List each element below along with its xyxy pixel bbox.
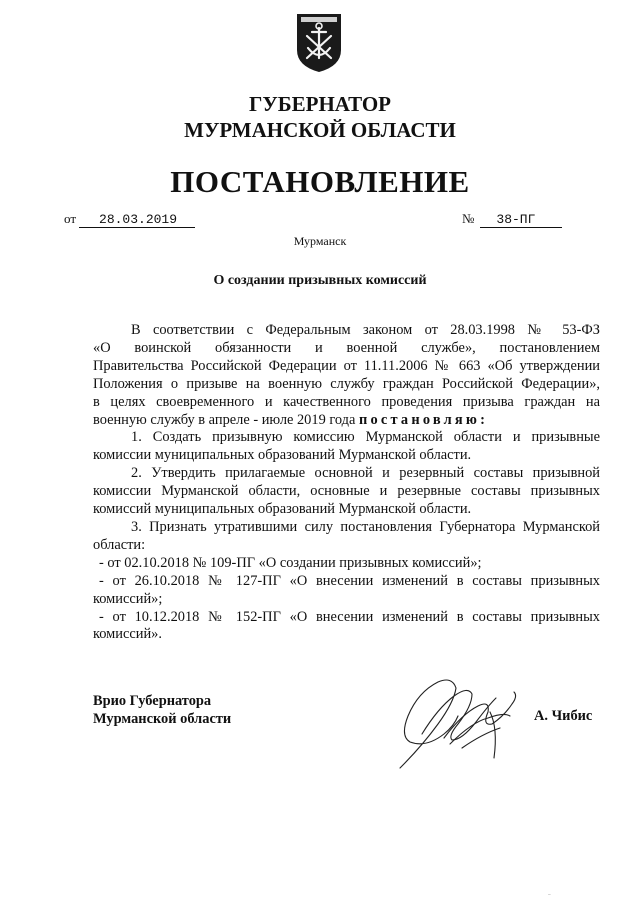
- repeal-item-1: - от 02.10.2018 № 109-ПГ «О создании призывных комиссий»;: [99, 554, 482, 571]
- intro-line: Положения о призыве на военную службу граждан Российской Федерации»,: [93, 375, 600, 392]
- date-prefix: от: [64, 211, 77, 226]
- signatory-position-line1: Врио Губернатора: [93, 693, 212, 709]
- document-city: Мурманск: [293, 234, 347, 248]
- intro-last-line: [93, 412, 600, 430]
- intro-line: Правительства Российской Федерации от 11.11.2006 № 663 «Об утверждении: [93, 357, 600, 374]
- intro-line: В соответствии с Федеральным законом от 28.03.1998 № 53-ФЗ: [131, 322, 600, 338]
- document-date-field: [64, 211, 195, 228]
- footer-mark: ~: [548, 893, 551, 898]
- intro-line: в целях своевременного и качественного проведения призыва граждан на: [93, 393, 600, 410]
- repeal-item-2: - от 26.10.2018 № 127-ПГ «О внесении изменений в составы призывных комиссий»;: [93, 572, 600, 607]
- handwritten-signature-icon: [392, 668, 527, 774]
- document-number: 38-ПГ: [480, 212, 562, 228]
- document-date: 28.03.2019: [79, 212, 195, 228]
- coat-of-arms-icon: [294, 12, 344, 74]
- authority-title-line2: МУРМАНСКОЙ ОБЛАСТИ: [184, 118, 456, 142]
- signatory-position: [93, 692, 231, 728]
- item-2: 2. Утвердить прилагаемые основной и резервный составы призывной комиссии Мурманской области, основные и резервные составы призывных комиссий муниципальных образований Мурманской области.: [93, 465, 600, 518]
- number-sign: №: [462, 211, 475, 226]
- signatory-position-line2: Мурманской области: [93, 711, 232, 727]
- decree-word: постановляю:: [359, 411, 489, 428]
- item-1: 1. Создать призывную комиссию Мурманской области и призывные комиссии муниципальных образований Мурманской области.: [93, 429, 600, 464]
- repeal-item-3: - от 10.12.2018 № 152-ПГ «О внесении изменений в составы призывных комиссий».: [93, 608, 600, 643]
- signatory-name: А. Чибис: [534, 708, 593, 724]
- intro-paragraph: [93, 322, 600, 429]
- intro-last-text: военную службу в апреле - июле 2019 года: [93, 411, 356, 428]
- document-number-field: [462, 211, 562, 228]
- authority-title-line1: ГУБЕРНАТОР: [248, 92, 392, 116]
- item-3: 3. Признать утратившими силу постановления Губернатора Мурманской области:: [93, 518, 600, 553]
- document-type-title: ПОСТАНОВЛЕНИЕ: [170, 164, 470, 199]
- document-subject: О создании призывных комиссий: [213, 273, 427, 288]
- document-body: [93, 322, 600, 644]
- intro-line: «О воинской обязанности и военной службе», постановлением: [93, 339, 600, 356]
